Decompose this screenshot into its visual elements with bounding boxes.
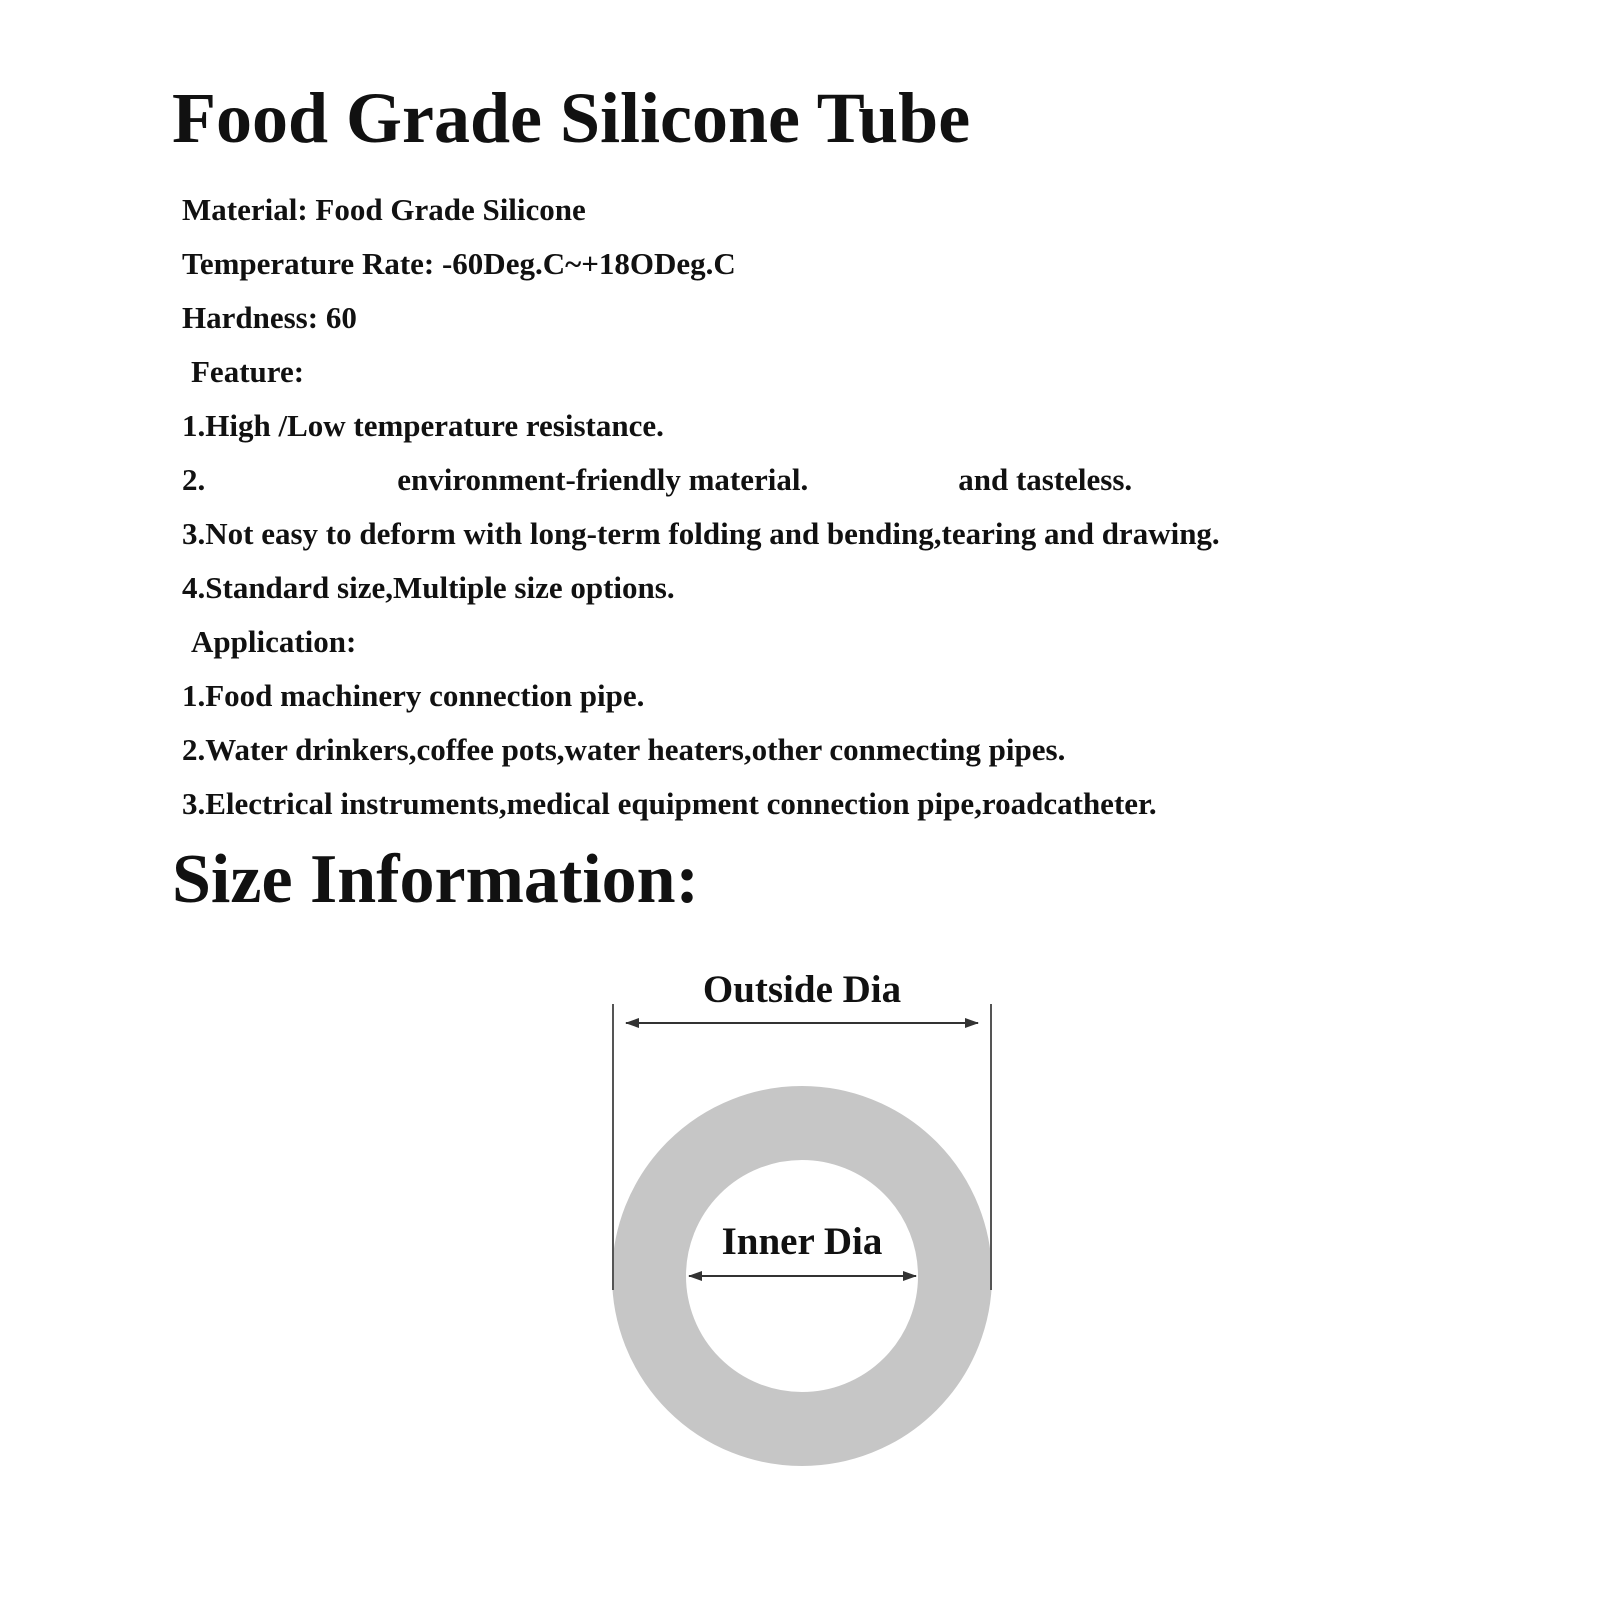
feature-item-2-number: 2.: [182, 462, 206, 497]
feature-item-2-text: environment-friendly material.: [397, 462, 809, 497]
material-line: Material: Food Grade Silicone: [182, 192, 586, 227]
hardness-line: Hardness: 60: [182, 300, 357, 335]
application-item-3: 3.Electrical instruments,medical equipment connection pipe,roadcatheter.: [182, 786, 1157, 821]
size-information-heading: Size Information:: [172, 841, 699, 918]
application-item-1: 1.Food machinery connection pipe.: [182, 678, 645, 713]
feature-heading: Feature:: [191, 354, 305, 389]
temperature-line: Temperature Rate: -60Deg.C~+18ODeg.C: [182, 246, 736, 281]
page-title: Food Grade Silicone Tube: [172, 78, 971, 158]
inner-dia-label: Inner Dia: [721, 1220, 883, 1263]
application-heading: Application:: [191, 624, 357, 659]
feature-item-3: 3.Not easy to deform with long-term folding and bending,tearing and drawing.: [182, 516, 1220, 551]
outside-dia-label: Outside Dia: [702, 968, 902, 1011]
feature-item-2-tail: and tasteless.: [958, 462, 1133, 497]
application-item-2: 2.Water drinkers,coffee pots,water heaters,other conmecting pipes.: [182, 732, 1066, 767]
feature-item-4: 4.Standard size,Multiple size options.: [182, 570, 675, 605]
feature-item-1: 1.High /Low temperature resistance.: [182, 408, 664, 443]
